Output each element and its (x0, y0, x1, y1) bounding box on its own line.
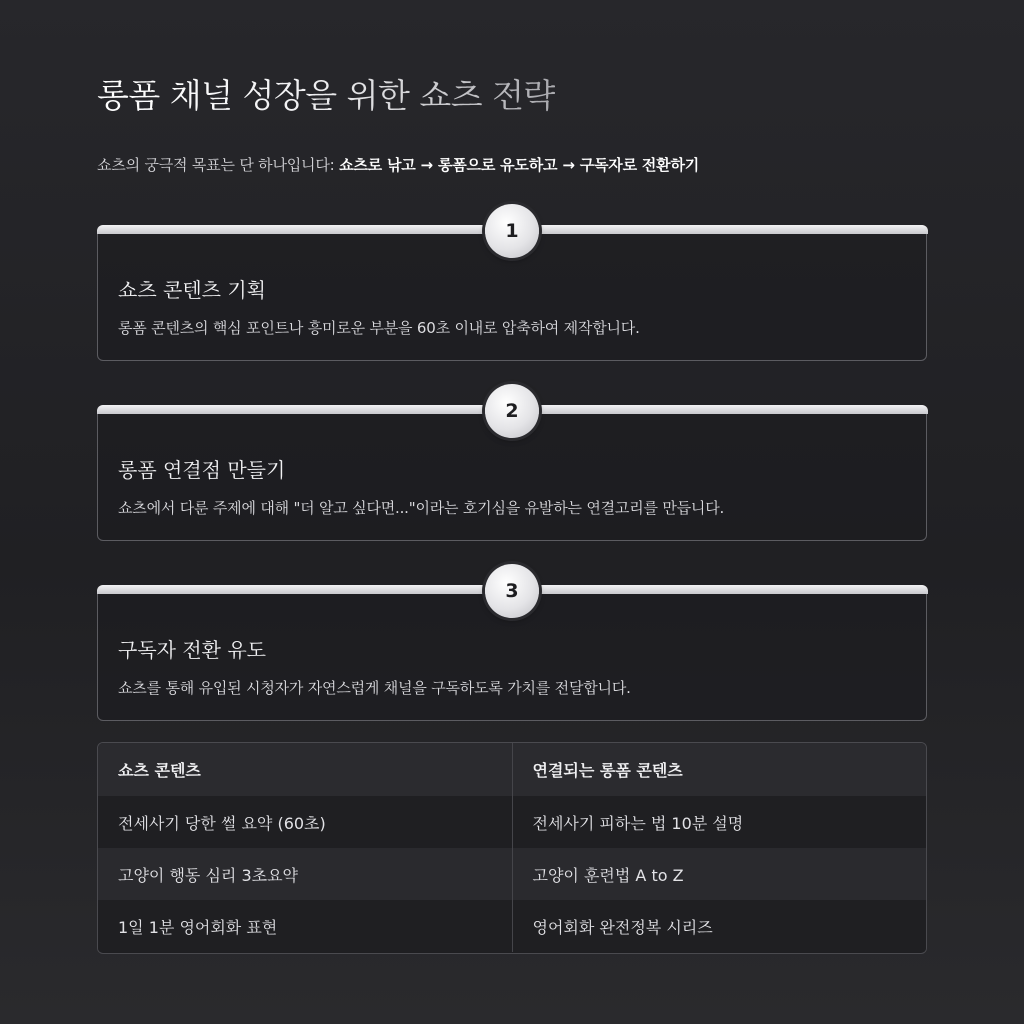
step-description: 쇼츠를 통해 유입된 시청자가 자연스럽게 채널을 구독하도록 가치를 전달합니다. (118, 679, 631, 697)
step-title: 롱폼 연결점 만들기 (118, 458, 286, 482)
table-cell-shorts: 1일 1분 영어회화 표현 (98, 900, 512, 952)
table-cell-longform: 영어회화 완전정복 시리즈 (512, 900, 926, 952)
page-subtitle (97, 154, 699, 175)
step-card-1 (97, 220, 927, 361)
column-header-longform: 연결되는 롱폼 콘텐츠 (512, 743, 926, 796)
subtitle-intro: 쇼츠의 궁극적 목표는 단 하나입니다: (97, 156, 335, 174)
table-header-row (98, 743, 926, 796)
step-card-3 (97, 580, 927, 721)
step-number-badge: 3 (485, 564, 539, 618)
step-number-badge: 2 (485, 384, 539, 438)
column-header-shorts: 쇼츠 콘텐츠 (98, 743, 512, 796)
table-cell-longform: 고양이 훈련법 A to Z (512, 848, 926, 900)
content-mapping-table (97, 742, 927, 954)
step-title: 구독자 전환 유도 (118, 638, 266, 662)
table-row (98, 900, 926, 952)
step-description: 롱폼 콘텐츠의 핵심 포인트나 흥미로운 부분을 60초 이내로 압축하여 제작합니다. (118, 319, 640, 337)
step-description: 쇼츠에서 다룬 주제에 대해 "더 알고 싶다면..."이라는 호기심을 유발하는 연결고리를 만듭니다. (118, 499, 725, 517)
step-number-badge: 1 (485, 204, 539, 258)
table-cell-longform: 전세사기 피하는 법 10분 설명 (512, 796, 926, 848)
table-row (98, 796, 926, 848)
step-title: 쇼츠 콘텐츠 기획 (118, 278, 266, 302)
table-row (98, 848, 926, 900)
table-cell-shorts: 전세사기 당한 썰 요약 (60초) (98, 796, 512, 848)
mapping-table (98, 743, 926, 952)
subtitle-goal: 쇼츠로 낚고 → 롱폼으로 유도하고 → 구독자로 전환하기 (339, 156, 700, 174)
page-title: 롱폼 채널 성장을 위한 쇼츠 전략 (97, 70, 555, 117)
table-cell-shorts: 고양이 행동 심리 3초요약 (98, 848, 512, 900)
step-card-2 (97, 400, 927, 541)
